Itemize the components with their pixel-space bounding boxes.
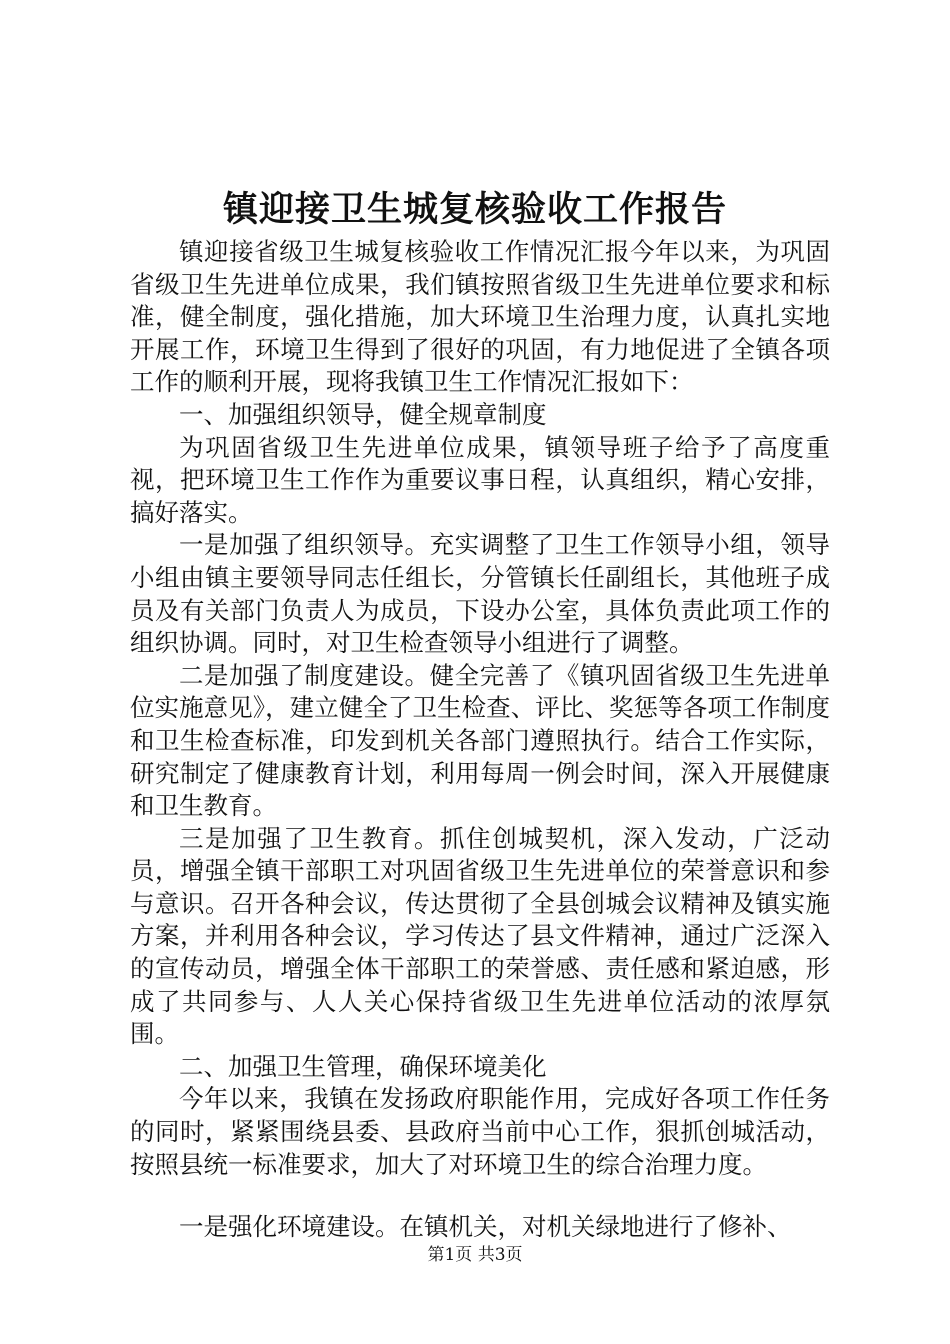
document-title: 镇迎接卫生城复核验收工作报告 [222,189,727,230]
paragraph: 今年以来，我镇在发扬政府职能作用，完成好各项工作任务的同时，紧紧围绕县委、县政府当前中心工作，狠抓创城活动，按照县统一标准要求，加大了对环境卫生的综合治理力度。 [130,1084,830,1179]
paragraph: 二是加强了制度建设。健全完善了《镇巩固省级卫生先进单位实施意见》，建立健全了卫生检查、评比、奖惩等各项工作制度和卫生检查标准，印发到机关各部门遵照执行。结合工作实际，研究制定了健康教育计划，利用每周一例会时间，深入开展健康和卫生教育。 [130,660,830,821]
paragraph-intro: 镇迎接省级卫生城复核验收工作情况汇报今年以来，为巩固省级卫生先进单位成果，我们镇按照省级卫生先进单位要求和标准，健全制度，强化措施，加大环境卫生治理力度，认真扎实地开展工作，环境卫生得到了很好的巩固，有力地促进了全镇各项工作的顺利开展，现将我镇卫生工作情况汇报如下： [130,237,830,397]
paragraph: 一是加强了组织领导。充实调整了卫生工作领导小组，领导小组由镇主要领导同志任组长，分管镇长任副组长，其他班子成员及有关部门负责人为成员，下设办公室，具体负责此项工作的组织协调。同时，对卫生检查领导小组进行了调整。 [130,530,830,658]
document-body [130,236,830,1244]
section-heading-2: 二、加强卫生管理，确保环境美化 [179,1051,547,1081]
paragraph: 为巩固省级卫生先进单位成果，镇领导班子给予了高度重视，把环境卫生工作作为重要议事日程，认真组织，精心安排，搞好落实。 [130,432,830,527]
paragraph: 一是强化环境建设。在镇机关，对机关绿地进行了修补、 [179,1212,792,1242]
page-number-footer: 第1页 共3页 [427,1245,523,1265]
paragraph: 三是加强了卫生教育。抓住创城契机，深入发动，广泛动员，增强全镇干部职工对巩固省级卫生先进单位的荣誉意识和参与意识。召开各种会议，传达贯彻了全县创城会议精神及镇实施方案，并利用各种会议，学习传达了县文件精神，通过广泛深入的宣传动员，增强全体干部职工的荣誉感、责任感和紧迫感，形成了共同参与、人人关心保持省级卫生先进单位活动的浓厚氛围。 [130,823,830,1049]
section-heading-1: 一、加强组织领导，健全规章制度 [179,399,547,429]
